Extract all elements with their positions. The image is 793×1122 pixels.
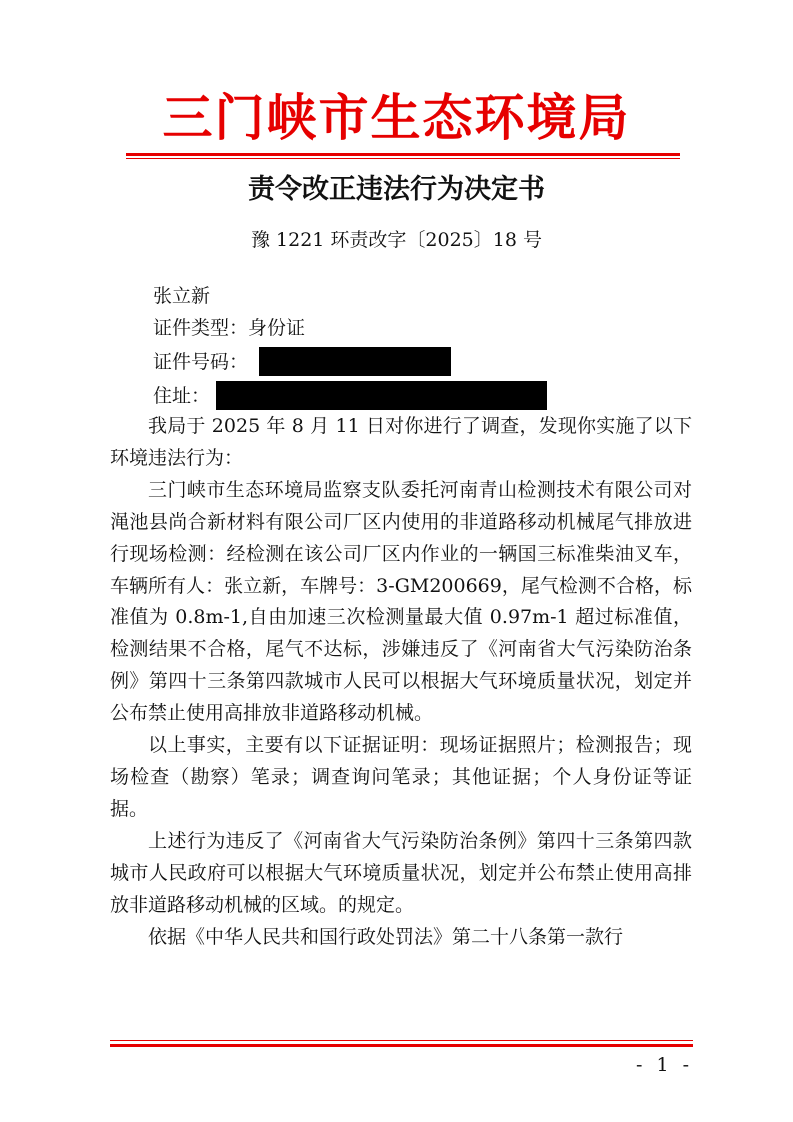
- body-paragraph: 我局于 2025 年 8 月 11 日对你进行了调查，发现你实施了以下环境违法行为：: [110, 415, 692, 469]
- document-number: 豫 1221 环责改字〔2025〕18 号: [250, 229, 542, 251]
- body-paragraph: 上述行为违反了《河南省大气污染防治条例》第四十三条第四款 城市人民政府可以根据大气环境质量状况，划定并公布禁止使用高排放非道路移动机械的区域。的规定。: [110, 829, 692, 916]
- page-number: - 1 -: [635, 1054, 693, 1076]
- body-paragraph: 依据《中华人民共和国行政处罚法》第二十八条第一款行: [148, 925, 624, 948]
- letterhead-rule-thick: [126, 153, 680, 156]
- body-paragraph: 三门峡市生态环境局监察支队委托河南青山检测技术有限公司对渑池县尚合新材料有限公司厂区内使用的非道路移动机械尾气排放进行现场检测：经检测在该公司厂区内作业的一辆国三标准柴油叉车，车辆所有人：张立新，车牌号：3-GM200669，尾气检测不合格，标准值为 0.8m-1,自由加速三次检测量最大值 0.97m-1 超过标准值，检测结果不合格，尾气不达标，涉嫌违反了《河南省大气污染防治条例》第四十三条第四款城市人民可以根据大气环境质量状况，划定并公布禁止使用高排放非道路移动机械。: [110, 478, 692, 725]
- document-body: [110, 411, 692, 953]
- party-name: 张立新: [153, 285, 211, 307]
- footer-rule-thin: [110, 1040, 693, 1041]
- address-redaction: [216, 381, 547, 410]
- body-paragraph: 以上事实，主要有以下证据证明：现场证据照片；检测报告；现场检查（勘察）笔录；调查询问笔录；其他证据；个人身份证等证据。: [110, 734, 692, 820]
- letterhead-rule-thin: [126, 158, 680, 159]
- party-id-type: 证件类型：身份证: [153, 317, 306, 339]
- letterhead-title: 三门峡市生态环境局: [162, 88, 631, 147]
- party-address-label: 住址：: [153, 385, 211, 407]
- footer-rule-thick: [110, 1044, 693, 1047]
- party-id-number-label: 证件号码：: [153, 351, 249, 373]
- document-title: 责令改正违法行为决定书: [248, 174, 545, 205]
- id-number-redaction: [259, 347, 451, 376]
